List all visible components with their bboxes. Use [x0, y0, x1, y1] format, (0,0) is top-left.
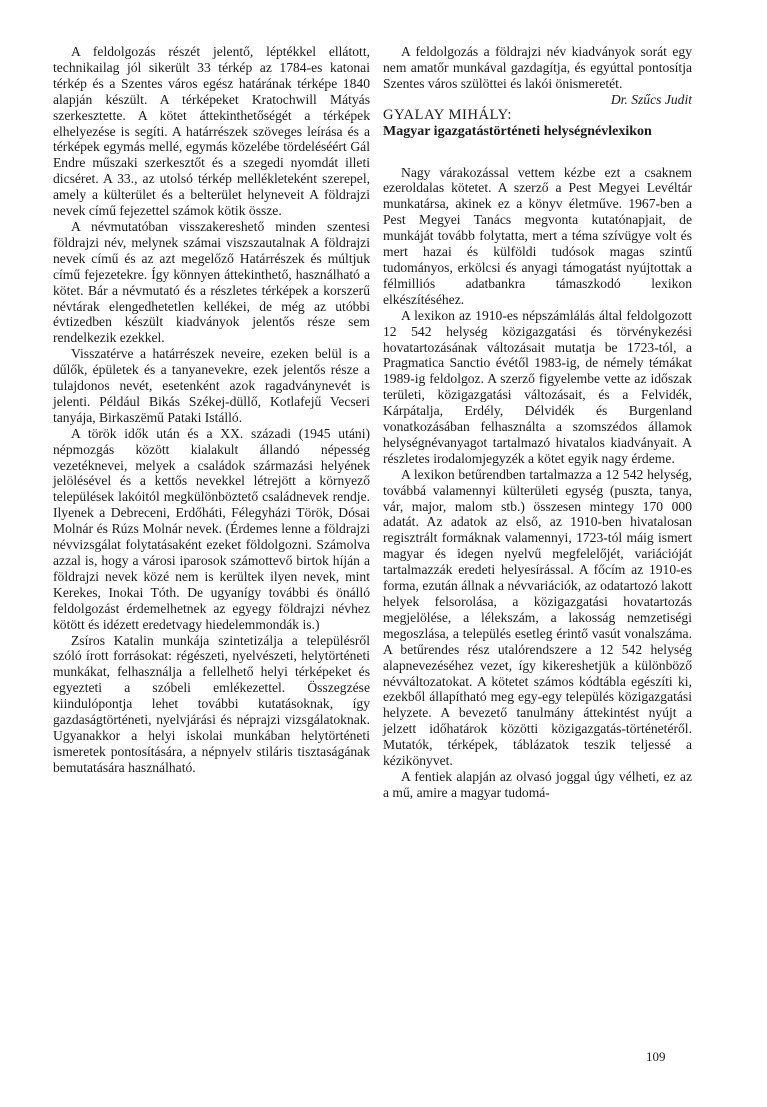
reviewer-signature: Dr. Szűcs Judit: [610, 91, 692, 107]
review-closing-paragraph: A feldolgozás a földrajzi név kiadványok sorát egy nem amatőr munkával gazdagítja, és egyúttal pontosítja Szentes város szülöttei és lakói önismeretét.: [383, 44, 692, 91]
left-paragraph-1: A feldolgozás részét jelentő, léptékkel ellátott, technikailag jól sikerült 33 térkép az 1784-es katonai térkép és a Szentes város egész határának térképe 1840 alapján készült. A térképeket Kratochwill Mátyás szerkesztette. A kötet áttekinthetőségét a térképek elhelyezése is segíti. A határrészek szöveges leírása és a térképek egymás mellé, egymás közelébe tördeléséért Gál Endre műszaki szerkesztőt és a szegedi nyomdát illeti dicséret. A 33., az utolsó térkép mellékleteként szerepel, amely a külterület és a belterület helyneveit A földrajzi nevek című fejezettel számok kötik össze.: [53, 44, 370, 219]
right-paragraph-2: A lexikon az 1910-es népszámlálás által feldolgozott 12 542 helység közigazgatási és törvénykezési hovatartozásának változásait mutatja be 1723-tól, a Pragmatica Sanctio évétől 1983-ig, de némely témákat 1989-ig feldolgoz. A szerző figyelembe vette az időszak területi, közigazgatási változásait, és a Felvidék, Kárpátalja, Erdély, Délvidék és Burgenland vonatkozásában felhasználta a szomszédos államok helységnévanyagot tartalmazó hivatalos kiadványait. A részletes irodalomjegyzék a kötet egyik nagy érdeme.: [383, 307, 692, 466]
book-author: GYALAY MIHÁLY:: [383, 106, 513, 123]
page-number: 109: [646, 1049, 666, 1064]
title-spacer: [383, 140, 692, 165]
right-paragraph-3: A lexikon betűrendben tartalmazza a 12 542 helység, továbbá valamennyi külterületi egység (puszta, tanya, vár, major, malom stb.) összesen mintegy 170 000 adatát. Az adatok az első, az 1910-ben hivatalosan regisztrált formáknak valamennyi, 1723-tól máig ismert magyar és idegen nyelvű megfelelőjét, variációját tartalmazzák eredeti helyesírással. A főcím az 1910-es forma, ezután állnak a névvariációk, az odatartozó lakott helyek felsorolása, a közigazgatási hovatartozás megjelölése, a lélekszám, a lakosság nemzetiségi megoszlása, a település esetleg érintő vasút vonalszáma. A betűrendes rész utalórendszere a 12 542 helység alapnevezéséhez vezet, így kikereshetjük a különböző névváltozatokat. A kötetet számos kódtábla egészíti ki, ezekből állapítható meg egy-egy település közigazgatási helyzete. A bevezető tanulmány áttekintést nyújt a jelzett időhatárok közötti közigazgatás-történetéről. Mutatók, térképek, táblázatok teszik teljessé a kézikönyvet.: [383, 466, 692, 769]
left-column: [53, 44, 370, 776]
left-paragraph-4: A török idők után és a XX. századi (1945 utáni) népmozgás között kialakult állandó népesség vezetéknevei, melyek a családok származási helyének jelölésével és a kettős nevekkel létrejött a környező települések lakóitól megkülönböztető családnevek rendje. Ilyenek a Debreceni, Erdőháti, Félegyházi Török, Dósai Molnár és Rúzs Molnár nevek. (Érdemes lenne a földrajzi névvizsgálat folytatásaként ezeket földolgozni. Számolva azzal is, hogy a városi iparosok számottevő birtok híján a földrajzi nevek közé nem is kerültek ilyen nevek, mint Kerekes, Inokai Tóth. De ugyanígy további és önálló feldolgozást érdemelhetnek az egyegy földrajzi névhez kötött és idézett eredetvagy hiedelemmondák is.): [53, 425, 370, 632]
right-column: [383, 44, 692, 801]
book-title: Magyar igazgatástörténeti helységnévlexikon: [383, 123, 652, 139]
left-paragraph-5: Zsíros Katalin munkája szintetizálja a településről szóló írott forrásokat: régészeti, nyelvészeti, helytörténeti munkákat, felhasználja a fellelhető helyi térképeket és egyezteti a szóbeli emlékezettel. Összegzése kiindulópontja lehet további kutatásoknak, így gazdaságtörténeti, nyelvjárási és néprajzi vizsgálatoknak. Ugyanakkor a helyi iskolai munkában helytörténeti ismeretek pontosítására, a népnyelv stiláris tisztaságának bemutatására használható.: [53, 632, 370, 775]
left-paragraph-2: A névmutatóban visszakereshető minden szentesi földrajzi név, melynek számai viszszautalnak A földrajzi nevek című és az azt megelőző Határrészek és múltjuk című fejezetekre. Így könnyen áttekinthető, használható a kötet. Bár a névmutató és a részletes térképek a korszerű névtárak elengedhetetlen kellékei, de még az utóbbi évtizedben készült kiadványok jelentős része sem rendelkezik ezekkel.: [53, 218, 370, 346]
right-paragraph-4: A fentiek alapján az olvasó joggal úgy vélheti, ez az a mű, amire a magyar tudomá-: [383, 768, 692, 800]
left-paragraph-3: Visszatérve a határrészek neveire, ezeken belül is a dűlők, épületek és a tanyanevekre, ezek jelentős része a tulajdonos nevét, esetenként azok ragadványnevét is jelenti. Például Bikás Székej-düllő, Kotlafejű Vecseri tanyája, Birkaszëmű Pataki Istálló.: [53, 346, 370, 425]
right-paragraph-1: Nagy várakozással vettem kézbe ezt a csaknem ezeroldalas kötetet. A szerző a Pest Megyei Levéltár munkatársa, akinek ez a könyv életműve. 1967-ben a Pest Megyei Tanács megvonta kutatónapjait, de munkáját tovább folytatta, mert a téma szívügye volt és mert hazai és külföldi tudósok magas szintű tudományos, erkölcsi és anyagi támogatást nyújtottak a félmilliós adatbankra támaszkodó lexikon elkészítéséhez.: [383, 164, 692, 307]
